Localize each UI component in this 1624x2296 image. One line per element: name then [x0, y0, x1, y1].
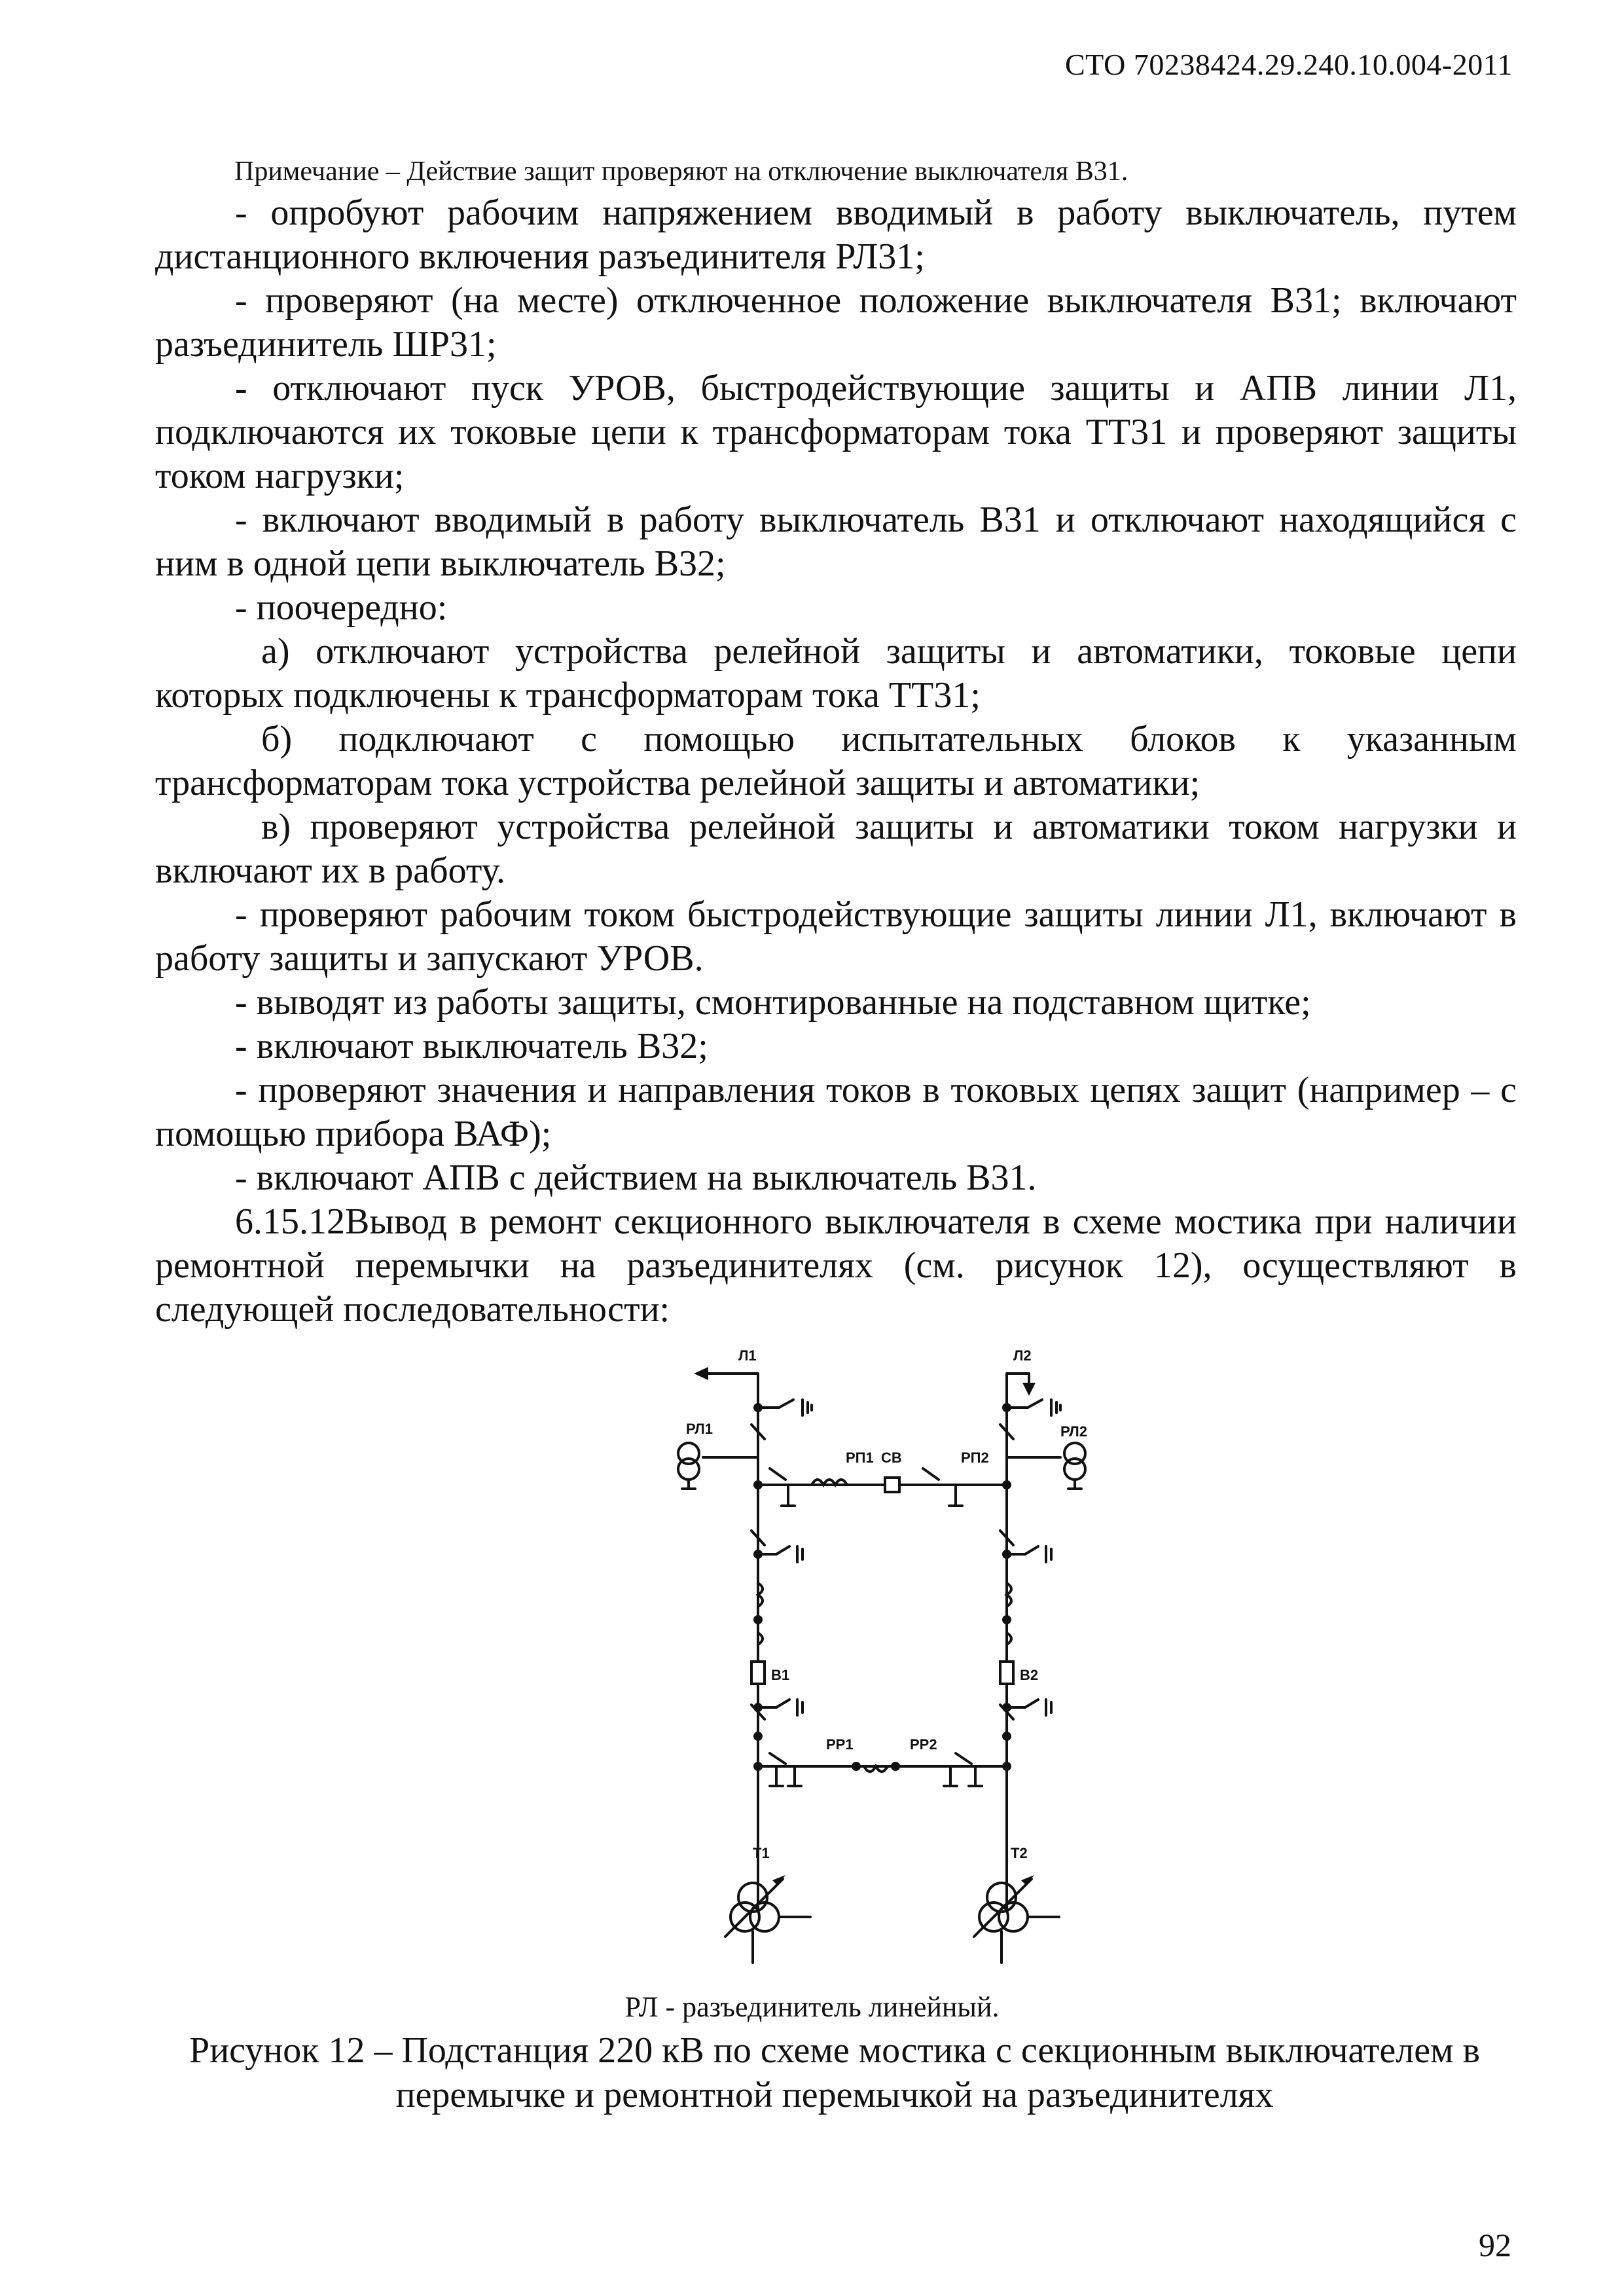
section-paragraph: 6.15.12Вывод в ремонт секционного выключателя в схеме мостика при наличии ремонтной перемычки на разъединителях (см. рисунок 12), осуществляют в следующей последовательности: — [155, 1201, 1517, 1330]
power-transformer-t1 — [725, 1875, 810, 1963]
paragraph: - включают вводимый в работу выключатель В31 и отключают находящийся с ним в одной цепи выключатель В32; — [155, 500, 1517, 584]
line-l2-arrow — [1007, 1374, 1036, 1485]
label-v1: В1 — [771, 1667, 790, 1683]
lower-bridge — [755, 1753, 1010, 1786]
page-number: 92 — [1479, 2227, 1511, 2263]
paragraph: - выводят из работы защиты, смонтированные на подставном щитке; — [235, 982, 1311, 1023]
paragraph: - поочередно: — [235, 587, 448, 628]
document-code-header: СТО 70238424.29.240.10.004-2011 — [1064, 48, 1513, 81]
note-text: Примечание – Действие защит проверяют на отключение выключателя В31. — [234, 156, 1128, 187]
paragraph: - проверяют рабочим током быстродействующие защиты линии Л1, включают в работу защиты и запускают УРОВ. — [155, 894, 1517, 979]
label-rl2: РЛ2 — [1060, 1423, 1087, 1440]
paragraph-item-b: б) подключают с помощью испытательных блоков к указанным трансформаторам тока устройства релейной защиты и автоматики; — [155, 719, 1517, 803]
voltage-transformer-left — [678, 1443, 758, 1489]
paragraph: - проверяют значения и направления токов в токовых цепях защит (например – с помощью прибора ВАФ); — [155, 1070, 1517, 1154]
paragraph-item-v: в) проверяют устройства релейной защиты и автоматики током нагрузки и включают их в работу. — [155, 807, 1517, 891]
power-transformer-t2 — [974, 1875, 1059, 1963]
label-l1: Л1 — [738, 1347, 757, 1364]
voltage-transformer-right — [1007, 1443, 1085, 1489]
paragraph: - включают выключатель В32; — [235, 1026, 708, 1066]
label-rp1: РП1 — [846, 1449, 874, 1466]
label-sv: СВ — [881, 1449, 902, 1466]
label-v2: В2 — [1020, 1667, 1039, 1683]
paragraph: - включают АПВ с действием на выключатель В31. — [235, 1157, 1037, 1198]
paragraph: - опробуют рабочим напряжением вводимый в работу выключатель, путем дистанционного включения разъединителя РЛ31; — [155, 192, 1517, 277]
label-l2: Л2 — [1013, 1347, 1032, 1364]
figure-caption: Рисунок 12 – Подстанция 220 кВ по схеме мостика с секционным выключателем в перемычке и ремонтной перемычкой на разъединителях — [189, 2030, 1480, 2115]
label-rr1: РР1 — [826, 1736, 854, 1753]
paragraph-item-a: а) отключают устройства релейной защиты и автоматики, токовые цепи которых подключены к трансформаторам тока ТТ31; — [155, 631, 1517, 716]
label-rp2: РП2 — [961, 1449, 989, 1466]
paragraph: - отключают пуск УРОВ, быстродействующие защиты и АПВ линии Л1, подключаются их токовые цепи к трансформаторам тока ТТ31 и проверяют защиты током нагрузки; — [155, 368, 1517, 496]
body-text — [155, 191, 1517, 1332]
label-t1: Т1 — [753, 1845, 770, 1861]
label-t2: Т2 — [1011, 1845, 1028, 1861]
label-rl1: РЛ1 — [686, 1421, 713, 1437]
figure-legend: РЛ - разъединитель линейный. — [624, 1991, 1000, 2023]
upper-bridge — [755, 1468, 1010, 1506]
label-rr2: РР2 — [910, 1736, 937, 1753]
line-earthing-switches — [751, 1400, 1060, 1439]
paragraph: - проверяют (на месте) отключенное положение выключателя В31; включают разъединитель ШР31; — [155, 280, 1517, 365]
substation-diagram — [648, 1334, 1146, 2002]
